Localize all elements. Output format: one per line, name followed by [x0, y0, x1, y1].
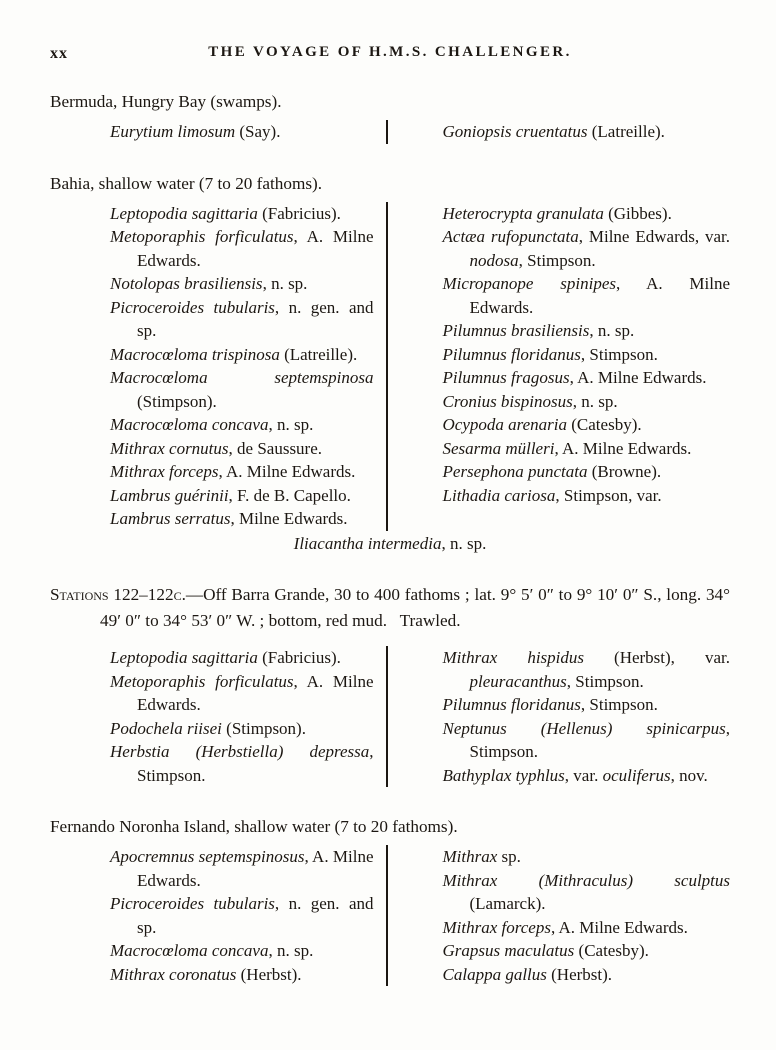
species-name: nodosa — [469, 250, 519, 270]
species-item — [110, 413, 374, 437]
authority-text: , Milne Edwards. — [230, 509, 348, 528]
species-item — [443, 272, 730, 319]
species-name: Pilumnus floridanus — [442, 344, 581, 364]
species-item — [443, 366, 730, 390]
section-heading — [50, 814, 730, 840]
species-list-left — [110, 120, 374, 144]
species-name: oculiferus — [602, 765, 671, 785]
authority-text: , nov. — [670, 765, 708, 785]
species-item — [110, 366, 374, 413]
species-item — [110, 507, 374, 531]
species-item — [443, 413, 730, 437]
species-item — [443, 693, 730, 717]
species-item — [443, 764, 730, 788]
species-name: Mithrax cornutus — [110, 438, 229, 458]
species-name: Lambrus serratus — [110, 509, 231, 528]
authority-text: , A. Milne Edwards. — [554, 438, 692, 458]
species-name: Iliacantha intermedia — [293, 533, 442, 553]
species-columns — [110, 202, 730, 531]
authority-text: , A. Milne Edwards. — [137, 671, 374, 714]
authority-text: c — [173, 585, 182, 604]
authority-text: Fernando Noronha Island, shallow water (7 to 20 fathoms). — [50, 817, 458, 836]
species-name: Micropanope spinipes — [442, 274, 616, 293]
species-name: Mithrax coronatus — [110, 964, 237, 984]
authority-text: (Gibbes). — [603, 203, 672, 223]
authority-text: (Catesby). — [574, 941, 649, 960]
species-name: Neptunus (Hellenus) spinicarpus — [442, 718, 726, 738]
species-item — [443, 916, 730, 940]
species-name: Picroceroides tubularis — [110, 297, 275, 317]
authority-text: , A. Milne Edwards. — [218, 462, 356, 481]
species-list-right — [443, 845, 730, 986]
species-name: Mithrax — [442, 847, 498, 866]
authority-text: , Stimpson. — [469, 718, 730, 761]
species-name: Cronius bispinosus — [442, 391, 573, 411]
authority-text: , A. Milne Edwards. — [137, 227, 374, 270]
authority-text: (Stimpson). — [137, 391, 217, 411]
authority-text: , Stimpson, var. — [555, 485, 662, 505]
section-heading — [50, 89, 730, 115]
species-item — [110, 202, 374, 226]
authority-text: 122–122 — [108, 585, 174, 604]
species-item — [443, 202, 730, 226]
authority-text: (Herbst), var. — [584, 648, 730, 667]
species-name: Pilumnus brasiliensis — [442, 321, 590, 340]
authority-text: Stations — [50, 585, 109, 604]
species-name: Sesarma mülleri — [442, 438, 555, 458]
authority-text: , n. gen. and sp. — [137, 297, 374, 340]
authority-text: , F. de B. Capello. — [228, 485, 351, 505]
species-item — [443, 963, 730, 987]
authority-text: (Browne). — [587, 462, 662, 481]
species-columns — [110, 845, 730, 986]
authority-text: , A. Milne Edwards. — [469, 274, 730, 317]
species-list-right — [443, 120, 730, 144]
species-item — [110, 892, 374, 939]
page-number: xx — [50, 45, 68, 62]
authority-text: , A. Milne Edwards. — [569, 368, 707, 387]
species-item — [110, 272, 374, 296]
species-name: Leptopodia sagittaria — [110, 648, 258, 667]
authority-text: Bahia, shallow water (7 to 20 fathoms). — [50, 173, 323, 193]
section-bermuda — [50, 89, 730, 144]
authority-text: (Say). — [235, 122, 281, 141]
authority-text: , n. sp. — [262, 274, 308, 293]
species-item — [443, 939, 730, 963]
species-name: Macrocœloma concava — [110, 941, 269, 960]
species-name: Pilumnus fragosus — [442, 368, 570, 387]
species-list-left — [110, 845, 374, 986]
species-name: Goniopsis cruentatus — [442, 122, 588, 141]
species-item — [443, 869, 730, 916]
species-item — [110, 120, 374, 144]
species-item — [443, 225, 730, 272]
species-list-left — [110, 202, 374, 531]
species-item — [443, 460, 730, 484]
species-item — [110, 845, 374, 892]
authority-text: , n. sp. — [268, 415, 314, 434]
page-header — [50, 44, 730, 66]
species-item — [443, 845, 730, 869]
authority-text: .—Off Barra Grande, 30 to 400 fathoms ; lat. 9° 5′ 0″ to 9° 10′ 0″ S., long. 34° 49′ 0″ to 34° 53′ 0″ W. ; bottom, red mud. Trawled. — [100, 585, 731, 630]
species-name: Ocypoda arenaria — [442, 415, 568, 434]
species-list-right — [443, 202, 730, 531]
species-name: Eurytium limosum — [110, 122, 236, 141]
authority-text: , n. sp. — [572, 391, 618, 411]
sections-container — [50, 89, 730, 986]
authority-text: , Stimpson. — [518, 250, 596, 270]
species-list-right — [443, 646, 730, 787]
species-item — [110, 484, 374, 508]
authority-text: , var. — [564, 765, 603, 785]
section-stations-122-122c — [50, 582, 730, 787]
species-item — [110, 343, 374, 367]
species-name: Notolopas brasiliensis — [110, 274, 263, 293]
authority-text: Bermuda, Hungry Bay (swamps). — [50, 92, 282, 111]
column-divider-rule — [386, 646, 388, 787]
species-name: Actæa rufopunctata — [442, 227, 579, 246]
species-item — [110, 670, 374, 717]
authority-text: , de Saussure. — [228, 438, 323, 458]
authority-text: , n. sp. — [589, 321, 635, 340]
authority-text: (Fabricius). — [257, 648, 341, 667]
species-item — [443, 390, 730, 414]
species-item — [443, 343, 730, 367]
authority-text: (Herbst). — [236, 964, 302, 984]
species-item — [443, 120, 730, 144]
species-name: Pilumnus floridanus — [442, 695, 581, 714]
authority-text: , Stimpson. — [580, 344, 658, 364]
species-item — [443, 646, 730, 693]
species-name: pleuracanthus — [469, 671, 567, 691]
running-title: THE VOYAGE OF H.M.S. CHALLENGER. — [208, 44, 572, 60]
authority-text: , Stimpson. — [566, 671, 644, 691]
authority-text: , n. sp. — [268, 941, 314, 960]
species-name: Macrocœloma trispinosa — [110, 344, 280, 364]
species-item — [110, 646, 374, 670]
authority-text: , n. gen. and sp. — [137, 894, 374, 937]
species-name: Apocremnus septemspinosus — [110, 847, 305, 866]
authority-text: (Latreille). — [279, 344, 358, 364]
authority-text: (Fabricius). — [257, 203, 341, 223]
species-name: Podochela riisei — [110, 718, 222, 738]
species-name: Macrocœloma septemspinosa — [110, 368, 374, 387]
species-name: Leptopodia sagittaria — [110, 203, 258, 223]
species-item — [110, 717, 374, 741]
authority-text: , n. sp. — [441, 533, 487, 553]
species-item — [110, 225, 374, 272]
authority-text: (Latreille). — [587, 122, 665, 141]
authority-text: , Milne Edwards, var. — [578, 227, 731, 246]
species-columns — [110, 646, 730, 787]
authority-text: , Stimpson. — [137, 742, 374, 785]
species-item — [110, 740, 374, 787]
species-name: Calappa gallus — [442, 964, 547, 984]
species-name: Herbstia (Herbstiella) depressa — [110, 742, 370, 761]
species-name: Grapsus maculatus — [442, 941, 575, 960]
species-name: Metoporaphis forficulatus — [110, 671, 294, 691]
species-name: Persephona punctata — [442, 462, 588, 481]
species-name: Mithrax hispidus — [442, 648, 584, 667]
species-name: Mithrax forceps — [110, 462, 219, 481]
species-item — [443, 437, 730, 461]
authority-text: , A. Milne Edwards. — [137, 847, 374, 890]
authority-text: , A. Milne Edwards. — [550, 917, 688, 937]
authority-text: (Lamarck). — [469, 894, 546, 913]
species-name: Heterocrypta granulata — [442, 203, 604, 223]
species-item — [443, 484, 730, 508]
authority-text: (Catesby). — [567, 415, 642, 434]
authority-text: , Stimpson. — [580, 695, 658, 714]
species-name: Mithrax forceps — [442, 917, 551, 937]
authority-text: (Stimpson). — [221, 718, 306, 738]
species-item — [110, 963, 374, 987]
section-bahia — [50, 171, 730, 556]
species-item — [110, 939, 374, 963]
species-list-left — [110, 646, 374, 787]
species-item — [110, 296, 374, 343]
species-item — [443, 319, 730, 343]
species-item — [110, 437, 374, 461]
species-name: Bathyplax typhlus — [442, 765, 565, 785]
species-name: Mithrax (Mithraculus) sculptus — [442, 870, 730, 890]
species-name: Metoporaphis forficulatus — [110, 227, 294, 246]
authority-text: sp. — [497, 847, 521, 866]
species-item — [110, 460, 374, 484]
species-name: Lithadia cariosa — [442, 485, 556, 505]
species-item — [443, 717, 730, 764]
species-name: Macrocœloma concava — [110, 415, 269, 434]
section-heading — [50, 582, 730, 634]
column-divider-rule — [386, 845, 388, 986]
section-fernando-noronha — [50, 814, 730, 986]
authority-text: (Herbst). — [546, 964, 613, 984]
column-divider-rule — [386, 202, 388, 531]
species-name: Lambrus guérinii — [110, 485, 229, 505]
section-heading — [50, 171, 730, 197]
section-footer-species — [50, 532, 730, 556]
species-columns — [110, 120, 730, 144]
species-name: Picroceroides tubularis — [110, 894, 275, 913]
column-divider-rule — [386, 120, 388, 144]
